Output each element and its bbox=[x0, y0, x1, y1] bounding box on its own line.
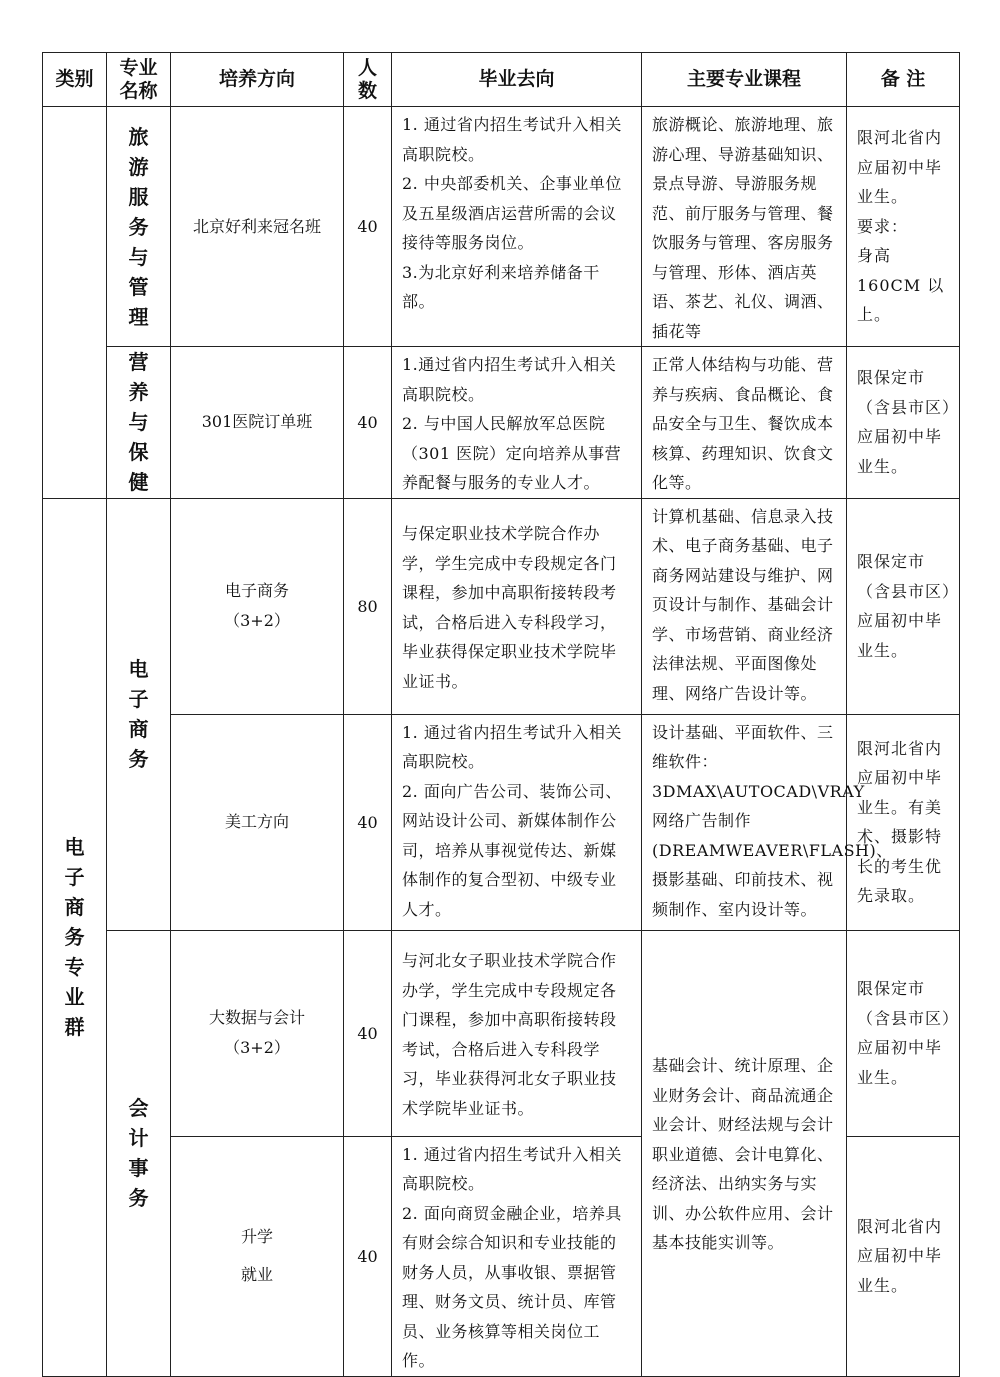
count-cell: 40 bbox=[344, 930, 392, 1136]
note-cell: 限保定市（含县市区）应届初中毕业生。 bbox=[847, 498, 960, 714]
header-direction: 培养方向 bbox=[171, 53, 344, 107]
courses-cell: 基础会计、统计原理、企业财务会计、商品流通企业会计、财经法规与会计职业道德、会计电算化、经济法、出纳实务与实训、办公软件应用、会计基本技能实训等。 bbox=[642, 930, 847, 1376]
count-cell: 40 bbox=[344, 714, 392, 930]
enrollment-table bbox=[42, 52, 960, 1377]
header-major: 专业名称 bbox=[107, 53, 171, 107]
destination-cell: 1.通过省内招生考试升入相关高职院校。 2. 与中国人民解放军总医院（301 医院）定向培养从事营养配餐与服务的专业人才。 bbox=[392, 347, 642, 499]
courses-cell: 设计基础、平面软件、三维软件： 3DMAX\AUTOCAD\VRAY 网络广告制作 (DREAMWEAVER\FLASH)、 摄影基础、印前技术、视频制作、室内设计等。 bbox=[642, 714, 847, 930]
header-courses: 主要专业课程 bbox=[642, 53, 847, 107]
destination-cell: 与保定职业技术学院合作办学，学生完成中专段规定各门课程，参加中高职衔接转段考试，合格后进入专科段学习，毕业获得保定职业技术学院毕业证书。 bbox=[392, 498, 642, 714]
table-row bbox=[43, 107, 960, 347]
direction-cell: 升学 就业 bbox=[171, 1136, 344, 1376]
count-cell: 40 bbox=[344, 347, 392, 499]
courses-cell: 计算机基础、信息录入技术、电子商务基础、电子商务网站建设与维护、网页设计与制作、基础会计学、市场营销、商业经济法律法规、平面图像处理、网络广告设计等。 bbox=[642, 498, 847, 714]
category-cell: 电子商务专业群 bbox=[43, 498, 107, 1376]
header-row bbox=[43, 53, 960, 107]
count-cell: 40 bbox=[344, 1136, 392, 1376]
major-name: 电子商务 bbox=[107, 498, 171, 930]
header-category: 类别 bbox=[43, 53, 107, 107]
note-cell: 限河北省内应届初中毕业生。有美术、摄影特长的考生优先录取。 bbox=[847, 714, 960, 930]
table-row bbox=[43, 930, 960, 1136]
note-cell: 限河北省内应届初中毕业生。 bbox=[847, 1136, 960, 1376]
direction-cell: 301医院订单班 bbox=[171, 347, 344, 499]
table-row bbox=[43, 498, 960, 714]
note-cell: 限河北省内应届初中毕业生。 要求： 身高 160CM 以上。 bbox=[847, 107, 960, 347]
destination-cell: 与河北女子职业技术学院合作办学，学生完成中专段规定各门课程，参加中高职衔接转段考试，合格后进入专科段学习，毕业获得河北女子职业技术学院毕业证书。 bbox=[392, 930, 642, 1136]
header-destination: 毕业去向 bbox=[392, 53, 642, 107]
note-cell: 限保定市（含县市区）应届初中毕业生。 bbox=[847, 347, 960, 499]
table-row bbox=[43, 714, 960, 930]
major-name: 营养与保健 bbox=[107, 347, 171, 499]
direction-cell: 大数据与会计 （3+2） bbox=[171, 930, 344, 1136]
direction-cell: 美工方向 bbox=[171, 714, 344, 930]
courses-cell: 正常人体结构与功能、营养与疾病、食品概论、食品安全与卫生、餐饮成本核算、药理知识、饮食文化等。 bbox=[642, 347, 847, 499]
destination-cell: 1. 通过省内招生考试升入相关高职院校。 2. 中央部委机关、企事业单位及五星级酒店运营所需的会议接待等服务岗位。 3.为北京好利来培养储备干部。 bbox=[392, 107, 642, 347]
count-cell: 80 bbox=[344, 498, 392, 714]
note-cell: 限保定市（含县市区）应届初中毕业生。 bbox=[847, 930, 960, 1136]
count-cell: 40 bbox=[344, 107, 392, 347]
header-count: 人数 bbox=[344, 53, 392, 107]
category-cell-empty bbox=[43, 107, 107, 499]
major-name: 旅游服务与管理 bbox=[107, 107, 171, 347]
destination-cell: 1. 通过省内招生考试升入相关高职院校。 2. 面向商贸金融企业，培养具有财会综合知识和专业技能的财务人员，从事收银、票据管理、财务文员、统计员、库管员、业务核算等相关岗位工作。 bbox=[392, 1136, 642, 1376]
destination-cell: 1. 通过省内招生考试升入相关高职院校。 2. 面向广告公司、装饰公司、网站设计公司、新媒体制作公司，培养从事视觉传达、新媒体制作的复合型初、中级专业人才。 bbox=[392, 714, 642, 930]
direction-cell: 北京好利来冠名班 bbox=[171, 107, 344, 347]
header-notes: 备 注 bbox=[847, 53, 960, 107]
major-name: 会计事务 bbox=[107, 930, 171, 1376]
courses-cell: 旅游概论、旅游地理、旅游心理、导游基础知识、景点导游、导游服务规范、前厅服务与管理、餐饮服务与管理、客房服务与管理、形体、酒店英语、茶艺、礼仪、调酒、插花等 bbox=[642, 107, 847, 347]
direction-cell: 电子商务 （3+2） bbox=[171, 498, 344, 714]
table-row bbox=[43, 347, 960, 499]
